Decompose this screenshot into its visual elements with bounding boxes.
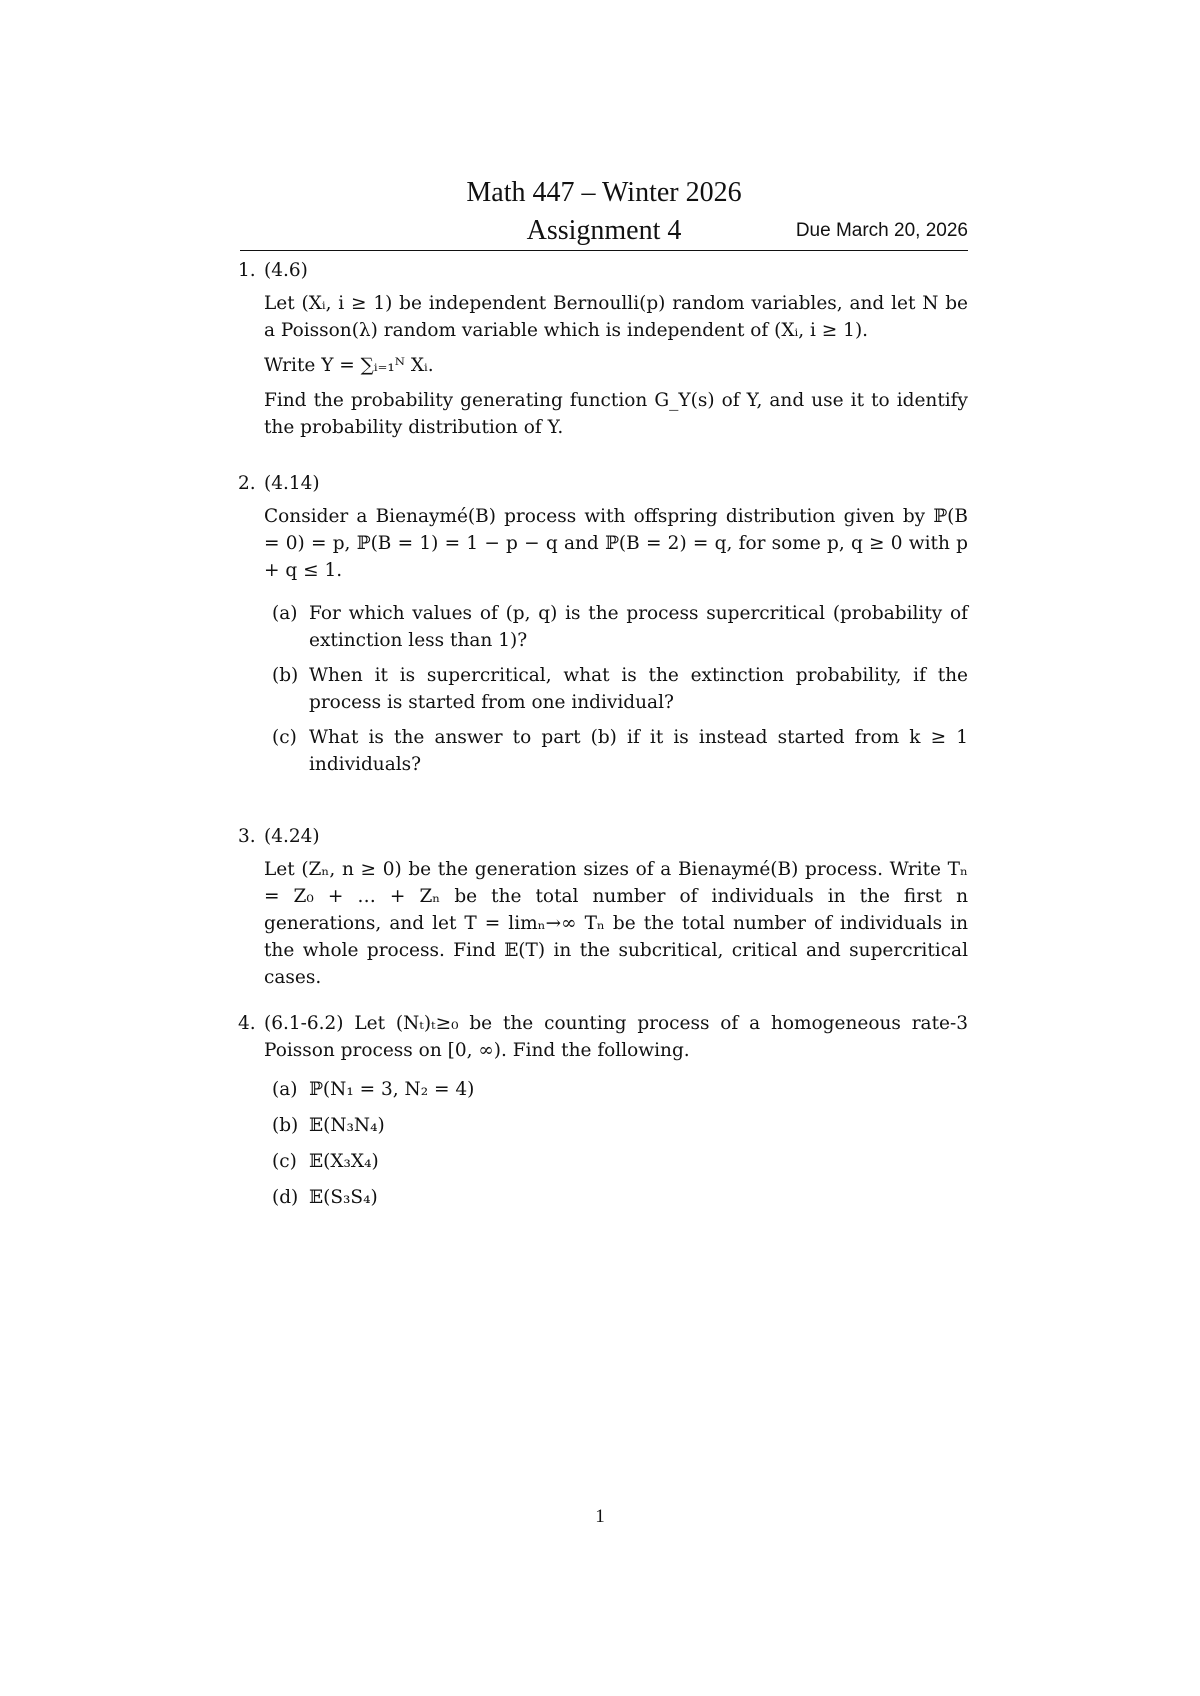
sub-text: ℙ(N₁ = 3, N₂ = 4) <box>309 1079 475 1100</box>
problem-text: Let (Zₙ, n ≥ 0) be the generation sizes of a Bienaymé(B) process. Write Tₙ = Z₀ + … + Zₙ be the total number of individuals in the first n generations, and let T = limₙ→∞ Tₙ be the total number of individuals in the whole process. Find 𝔼(T) in the subcritical, critical and supercritical cases. <box>264 859 968 988</box>
sub-text: When it is supercritical, what is the extinction probability, if the process is started from one individual? <box>309 665 968 713</box>
sub-question <box>264 662 968 716</box>
problem-number: 4. <box>238 1013 256 1034</box>
sub-text: 𝔼(S₃S₄) <box>309 1187 378 1208</box>
sub-question <box>264 724 968 778</box>
sub-text: What is the answer to part (b) if it is instead started from k ≥ 1 individuals? <box>309 727 968 775</box>
problem-ref: (4.14) <box>264 473 320 494</box>
assignment-title: Assignment 4 <box>526 215 682 246</box>
sub-question <box>264 600 968 654</box>
problem-number: 3. <box>238 826 256 847</box>
header-rule <box>240 250 968 251</box>
problem-1 <box>238 257 968 441</box>
sub-question <box>264 1076 968 1103</box>
sub-label: (a) <box>272 603 298 624</box>
problem-number: 1. <box>238 260 256 281</box>
sub-label: (d) <box>272 1187 299 1208</box>
sub-question <box>264 1148 968 1175</box>
sub-label: (a) <box>272 1079 298 1100</box>
problem-ref: (4.6) <box>264 260 308 281</box>
problem-text: Find the probability generating function G_Y(s) of Y, and use it to identify the probability distribution of Y. <box>264 390 968 438</box>
problem-text: Consider a Bienaymé(B) process with offspring distribution given by ℙ(B = 0) = p, ℙ(B = 1) = 1 − p − q and ℙ(B = 2) = q, for some p, q ≥ 0 with p + q ≤ 1. <box>264 506 968 581</box>
problem-text: (6.1-6.2) Let (Nₜ)ₜ≥₀ be the counting process of a homogeneous rate-3 Poisson process on [0, ∞). Find the following. <box>264 1013 968 1061</box>
due-date: Due March 20, 2026 <box>795 220 968 241</box>
sub-label: (b) <box>272 665 299 686</box>
sub-label: (c) <box>272 727 297 748</box>
problem-text: Let (Xᵢ, i ≥ 1) be independent Bernoulli(p) random variables, and let N be a Poisson(λ) random variable which is independent of (Xᵢ, i ≥ 1). <box>264 293 968 341</box>
sub-question <box>264 1184 968 1211</box>
course-title: Math 447 – Winter 2026 <box>466 177 742 208</box>
sub-text: 𝔼(N₃N₄) <box>309 1115 385 1136</box>
problem-number: 2. <box>238 473 256 494</box>
sub-label: (b) <box>272 1115 299 1136</box>
problem-2 <box>238 470 968 778</box>
sub-text: For which values of (p, q) is the process supercritical (probability of extinction less than 1)? <box>309 603 968 651</box>
sub-label: (c) <box>272 1151 297 1172</box>
sub-question <box>264 1112 968 1139</box>
problem-4 <box>238 1010 968 1211</box>
problem-text: Write Y = ∑ᵢ₌₁ᴺ Xᵢ. <box>264 355 434 376</box>
problem-3 <box>238 823 968 991</box>
problem-ref: (4.24) <box>264 826 320 847</box>
page-number: 1 <box>595 1506 605 1527</box>
sub-text: 𝔼(X₃X₄) <box>309 1151 379 1172</box>
